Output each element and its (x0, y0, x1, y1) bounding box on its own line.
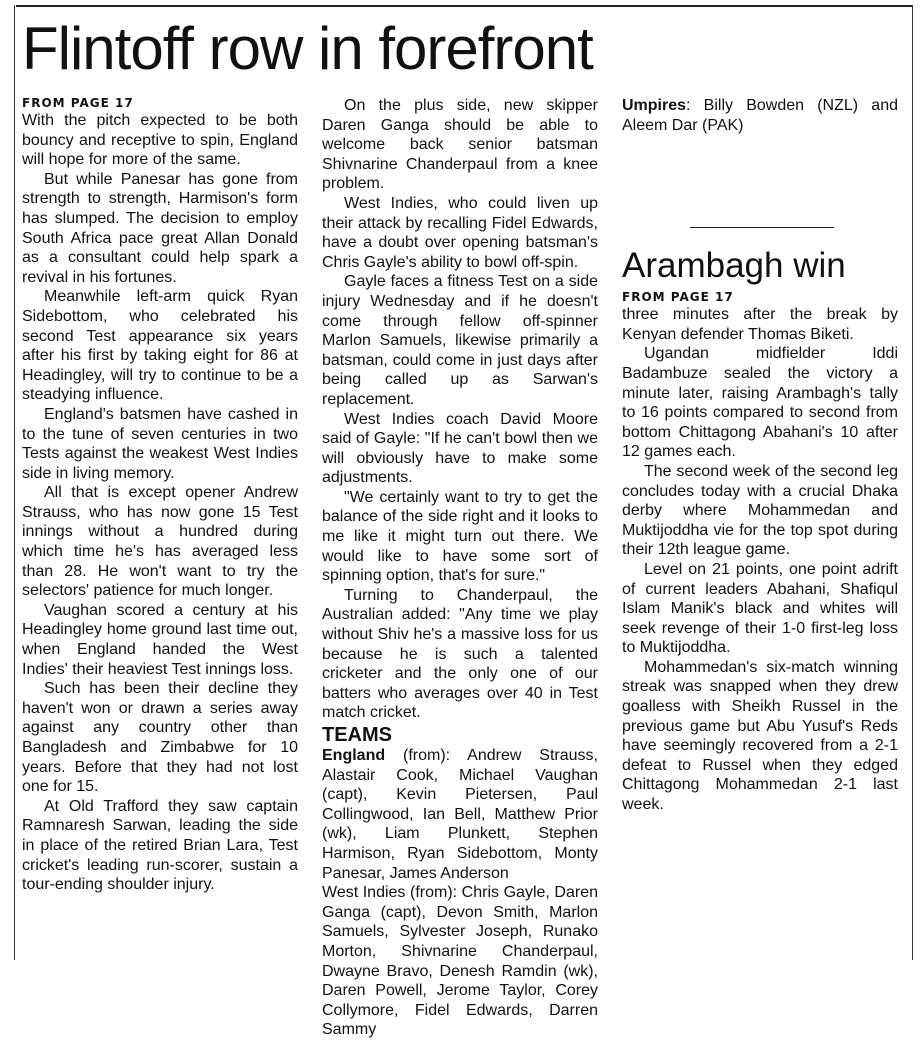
top-rule (16, 5, 912, 7)
story-separator (690, 227, 834, 228)
paragraph: Ugandan midfielder Iddi Badambuze sealed the victory a minute later, raising Arambagh's tally to 16 points compared to second from bottom Chittagong Abahani's 10 after 12 games each. (622, 345, 898, 461)
umpires (622, 96, 898, 135)
paragraph: Meanwhile left-arm quick Ryan Sidebottom, who celebrated his second Test appearance six years after his first by taking eight for 86 at Headingley, will try to continue to be a steadying influence. (22, 288, 298, 404)
column-1 (22, 96, 298, 895)
second-headline: Arambagh win (622, 246, 846, 286)
paragraph: With the pitch expected to be both bouncy and receptive to spin, England will hope for more of the same. (22, 112, 298, 169)
column-2 (322, 96, 598, 1040)
paragraph: West Indies coach David Moore said of Gayle: "If he can't bowl then we will obviously have to make some adjustments. (322, 410, 598, 487)
umpires-label: Umpires (622, 97, 687, 114)
column-3 (622, 96, 898, 815)
paragraph: The second week of the second leg concludes today with a crucial Dhaka derby where Mohammedan and Muktijoddha vie for the top spot during their 12th league game. (622, 462, 898, 559)
paragraph: England's batsmen have cashed in to the tune of seven centuries in two Tests against the weakest West Indies side in living memory. (22, 405, 298, 482)
paragraph: Gayle faces a fitness Test on a side injury Wednesday and if he doesn't come through fellow off-spinner Marlon Samuels, likewise primarily a batsman, could come in just days after being called up as Sarwan's replacement. (322, 273, 598, 408)
teams-heading: TEAMS (322, 724, 392, 746)
paragraph: At Old Trafford they saw captain Ramnaresh Sarwan, leading the side in place of the retired Brian Lara, Test cricket's leading run-scorer, sustain a tour-ending shoulder injury. (22, 797, 298, 894)
right-border (912, 5, 913, 960)
paragraph: Turning to Chanderpaul, the Australian added: "Any time we play without Shiv he's a massive loss for us because he is such a talented cricketer and the only one of our batters who averages over 40 in Test match cricket. (322, 586, 598, 722)
left-border (14, 5, 15, 960)
paragraph: Level on 21 points, one point adrift of current leaders Abahani, Shafiqul Islam Manik's black and whites will seek revenge of their 1-0 first-leg loss to Muktijoddha. (622, 560, 898, 657)
west-indies-squad: West Indies (from): Chris Gayle, Daren Ganga (capt), Devon Smith, Marlon Samuels, Sylvester Joseph, Runako Morton, Shivnarine Chanderpaul, Dwayne Bravo, Denesh Ramdin (wk), Daren Powell, Jerome Taylor, Corey Collymore, Fidel Edwards, Darren Sammy (322, 884, 598, 1039)
kicker: FROM PAGE 17 (22, 96, 134, 110)
paragraph: All that is except opener Andrew Strauss, who has now gone 15 Test innings without a hundred during which time he's has averaged less than 28. He won't want to try the selectors' patience for much longer. (22, 484, 298, 600)
paragraph: Such has been their decline they haven't won or drawn a series away against any country other than Bangladesh and Zimbabwe for 10 years. Before that they had not lost one for 15. (22, 680, 298, 796)
umpires-list: : Billy Bowden (NZL) and Aleem Dar (PAK) (622, 97, 898, 134)
england-label: England (322, 747, 386, 764)
england-squad (322, 746, 598, 883)
paragraph: Vaughan scored a century at his Headingley home ground last time out, when England handed the West Indies' their heaviest Test innings loss. (22, 601, 298, 678)
kicker: FROM PAGE 17 (622, 290, 734, 305)
paragraph: Mohammedan's six-match winning streak was snapped when they drew goalless with Sheikh Russel in the previous game but Abu Yusuf's Reds have seemingly recovered from a 2-1 defeat to Russel when they edged Chittagong Mohammedan 2-1 last week. (622, 658, 898, 814)
paragraph: But while Panesar has gone from strength to strength, Harmison's form has slumped. The decision to employ South Africa pace great Allan Donald as a consultant could help spark a revival in his fortunes. (22, 170, 298, 286)
headline: Flintoff row in forefront (22, 15, 593, 82)
paragraph: On the plus side, new skipper Daren Ganga should be able to welcome back senior batsman Shivnarine Chanderpaul from a knee problem. (322, 97, 598, 193)
paragraph: three minutes after the break by Kenyan defender Thomas Biketi. (622, 306, 898, 343)
paragraph: "We certainly want to try to get the balance of the side right and it looks to me like it might turn out there. We would like to have some sort of spinning option, that's for sure." (322, 488, 598, 585)
england-list: (from): Andrew Strauss, Alastair Cook, Michael Vaughan (capt), Kevin Pietersen, Paul Collingwood, Ian Bell, Matthew Prior (wk), Liam Plunkett, Stephen Harmison, Ryan Sidebottom, Monty Panesar, James Anderson (322, 747, 598, 882)
paragraph: West Indies, who could liven up their attack by recalling Fidel Edwards, have a doubt over opening batsman's Chris Gayle's ability to bowl off-spin. (322, 194, 598, 271)
